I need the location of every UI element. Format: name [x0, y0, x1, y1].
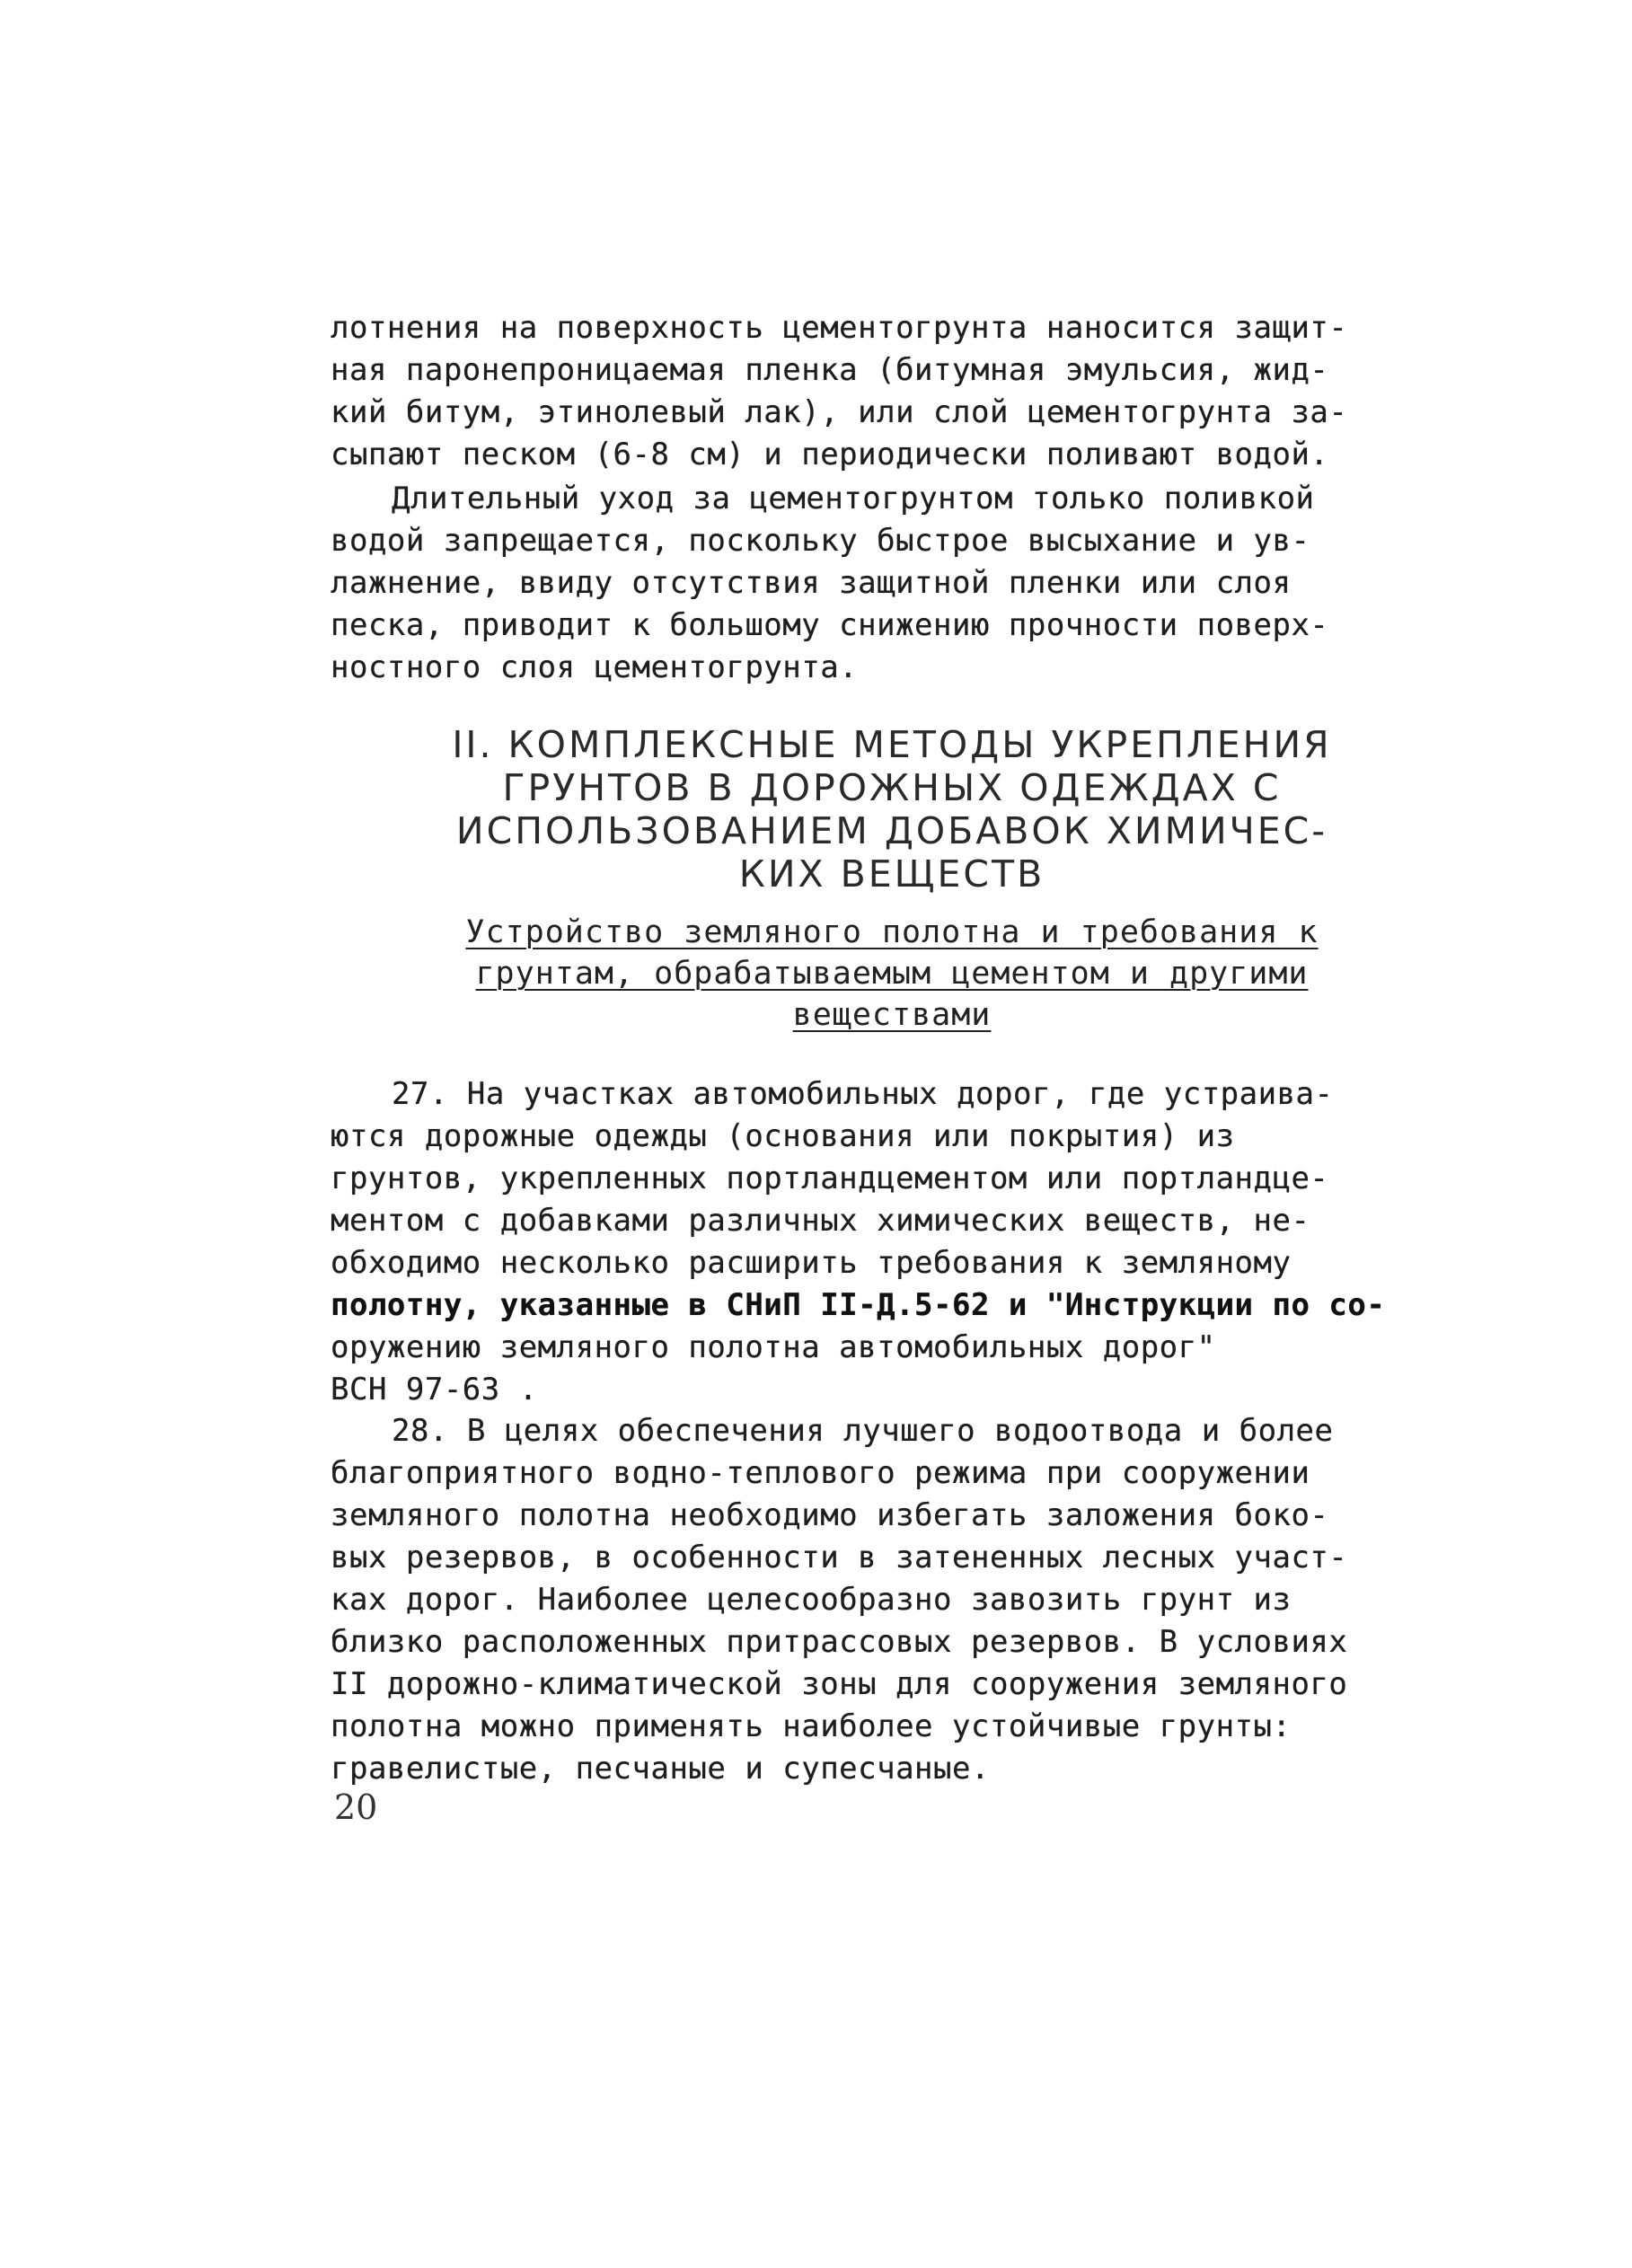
subsection-heading — [331, 912, 1453, 1036]
text-line: кий битум, этинолевый лак), или слой цементогрунта за- — [331, 394, 1348, 430]
section-heading-line: II. КОМПЛЕКСНЫЕ МЕТОДЫ УКРЕПЛЕНИЯ — [452, 723, 1332, 766]
paragraph-28 — [331, 1410, 1453, 1790]
text-line: 28. В целях обеспечения лучшего водоотвода и более — [392, 1413, 1334, 1449]
text-line: полотну, указанные в СНиП ІI-Д.5-62 и "Инструкции по со- — [331, 1287, 1386, 1323]
subsection-heading-line: веществами — [792, 997, 992, 1033]
text-line: вых резервов, в особенности в затененных лесных участ- — [331, 1540, 1348, 1575]
text-line: благоприятного водно-теплового режима при сооружении — [331, 1455, 1310, 1491]
text-line: Длительный уход за цементогрунтом только поливкой — [392, 481, 1315, 516]
text-line: лажнение, ввиду отсутствия защитной пленки или слоя — [331, 565, 1292, 601]
text-line: сыпают песком (6-8 см) и периодически поливают водой. — [331, 437, 1329, 472]
text-line: лотнения на поверхность цементогрунта наносится защит- — [331, 310, 1348, 346]
section-heading-line: КИХ ВЕЩЕСТВ — [738, 852, 1045, 896]
text-line: обходимо несколько расширить требования к земляному — [331, 1245, 1292, 1281]
text-line: II дорожно-климатической зоны для сооружения земляного — [331, 1666, 1348, 1702]
section-heading-line: ИСПОЛЬЗОВАНИЕМ ДОБАВОК ХИМИЧЕС- — [455, 809, 1328, 852]
text-line: ностного слоя цементогрунта. — [331, 649, 859, 685]
paragraph-continuation — [331, 307, 1453, 476]
text-line: ках дорог. Наиболее целесообразно завозить грунт из — [331, 1582, 1292, 1618]
section-heading — [331, 723, 1453, 896]
text-line: близко расположенных притрассовых резервов. В условиях — [331, 1624, 1348, 1660]
paragraph-27 — [331, 1073, 1453, 1411]
text-line: водой запрещается, поскольку быстрое высыхание и ув- — [331, 523, 1310, 559]
page-number: 20 — [334, 1787, 378, 1827]
text-line: оружению земляного полотна автомобильных дорог" — [331, 1329, 1216, 1365]
text-line: песка, приводит к большому снижению прочности поверх- — [331, 607, 1329, 643]
text-line: ются дорожные одежды (основания или покрытия) из — [331, 1118, 1235, 1154]
section-heading-line: ГРУНТОВ В ДОРОЖНЫХ ОДЕЖДАХ С — [502, 766, 1282, 809]
subsection-heading-line: грунтам, обрабатываемым цементом и другими — [475, 956, 1309, 992]
subsection-heading-line: Устройство земляного полотна и требования к — [465, 914, 1319, 950]
text-line: ВСН 97-63 . — [331, 1372, 538, 1408]
paragraph-care — [331, 478, 1453, 689]
text-line: ная паронепроницаемая пленка (битумная эмульсия, жид- — [331, 352, 1329, 388]
text-line: ментом с добавками различных химических веществ, не- — [331, 1203, 1310, 1239]
text-line: полотна можно применять наиболее устойчивые грунты: — [331, 1708, 1292, 1744]
text-line: 27. На участках автомобильных дорог, где устраива- — [392, 1076, 1334, 1112]
text-line: гравелистые, песчаные и супесчаные. — [331, 1751, 990, 1787]
text-line: земляного полотна необходимо избегать заложения боко- — [331, 1497, 1329, 1533]
text-line: грунтов, укрепленных портландцементом или портландце- — [331, 1160, 1329, 1196]
